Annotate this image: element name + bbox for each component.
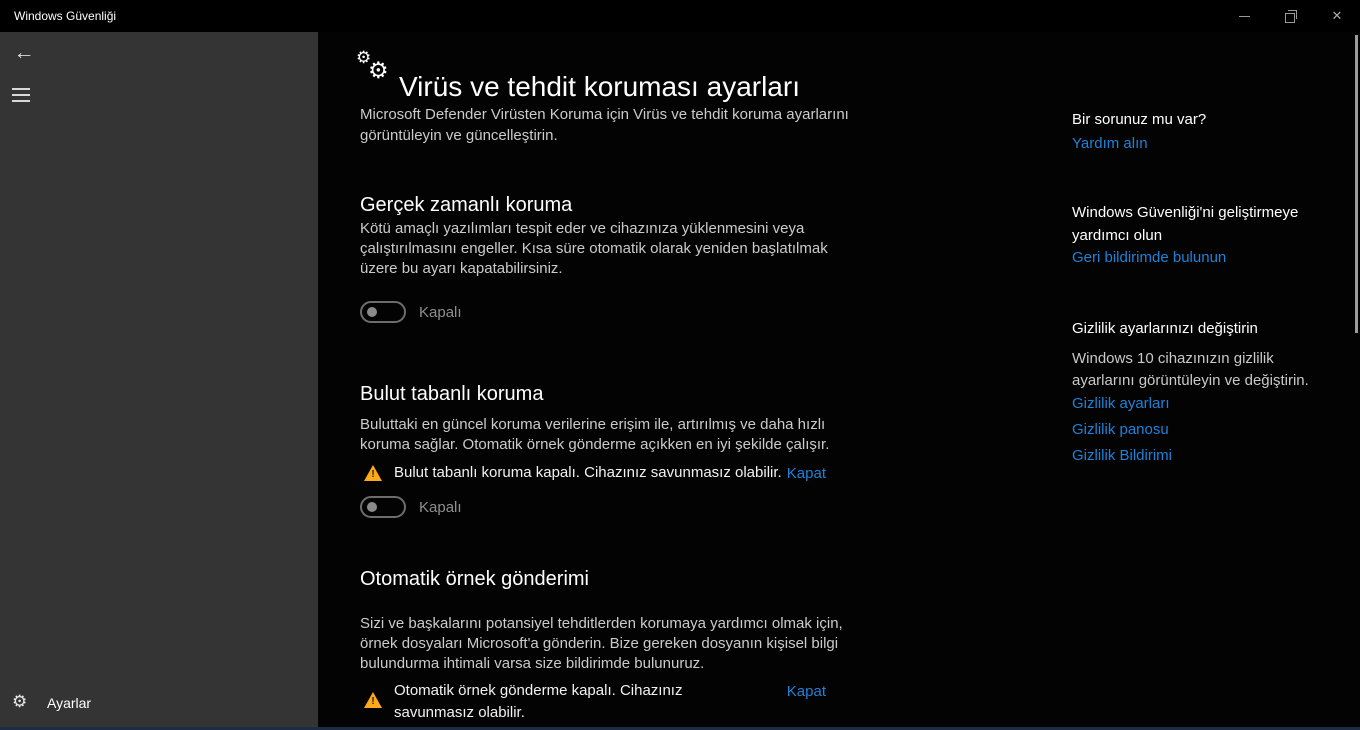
dismiss-warning-link[interactable]: Kapat (786, 464, 826, 482)
warning-text: Otomatik örnek gönderme kapalı. Cihazınız savunmasız olabilir. (394, 682, 683, 721)
realtime-protection-toggle[interactable] (360, 301, 406, 323)
window-controls (1222, 0, 1360, 32)
cloud-protection-warning (364, 462, 826, 484)
privacy-dashboard-link[interactable]: Gizlilik panosu (1072, 421, 1169, 438)
close-icon: ✕ (1331, 8, 1343, 23)
toggle-knob (367, 502, 377, 512)
titlebar (0, 0, 1360, 32)
window-title: Windows Güvenliği (14, 9, 117, 23)
sample-submission-warning (364, 680, 826, 724)
help-heading-question: Bir sorunuz mu var? (1072, 111, 1207, 128)
privacy-statement-link[interactable]: Gizlilik Bildirimi (1072, 447, 1172, 464)
dismiss-warning-link[interactable]: Kapat (786, 683, 826, 700)
settings-label: Ayarlar (47, 695, 92, 711)
minimize-icon (1239, 16, 1250, 17)
app-body (0, 32, 1360, 730)
help-heading-privacy: Gizlilik ayarlarınızı değiştirin (1072, 320, 1258, 337)
give-feedback-link[interactable]: Geri bildirimde bulunun (1072, 249, 1227, 266)
toggle-knob (367, 307, 377, 317)
left-sidebar (0, 32, 318, 730)
warning-icon: ! (364, 692, 382, 708)
toggle-state-label: Kapalı (419, 303, 462, 321)
toggle-state-label: Kapalı (419, 498, 462, 516)
warning-icon: ! (364, 465, 382, 481)
privacy-body-text: Windows 10 cihazınızın gizlilik ayarlarını görüntüleyin ve değiştirin. (1072, 350, 1309, 389)
realtime-protection-toggle-row (360, 301, 462, 323)
minimize-button[interactable] (1222, 0, 1268, 32)
section-body-sample-submission: Sizi ve başkalarını potansiyel tehditlerden korumaya yardımcı olmak için, örnek dosyaları Microsoft'a gönderin. Bize gereken dosyanın kişisel bilgi bulundurma ihtimali varsa size bildirimde bulunuruz. (360, 615, 843, 672)
help-heading-improve: Windows Güvenliği'ni geliştirmeye yardımcı olun (1072, 204, 1299, 244)
virus-settings-icon: ⚙ ⚙ (356, 48, 389, 84)
get-help-link[interactable]: Yardım alın (1072, 135, 1148, 152)
section-heading-sample-submission: Otomatik örnek gönderimi (360, 568, 589, 590)
restore-button[interactable] (1268, 0, 1314, 32)
cloud-protection-toggle[interactable] (360, 496, 406, 518)
page-subtitle: Microsoft Defender Virüsten Koruma için Virüs ve tehdit koruma ayarlarını görüntüleyin ve güncelleştirin. (360, 106, 849, 144)
section-heading-realtime-protection: Gerçek zamanlı koruma (360, 194, 573, 216)
sidebar-item-settings[interactable] (0, 688, 318, 720)
privacy-settings-link[interactable]: Gizlilik ayarları (1072, 395, 1170, 412)
gear-icon: ⚙ (12, 692, 28, 712)
section-body-cloud-protection: Buluttaki en güncel koruma verilerine erişim ile, artırılmış ve daha hızlı koruma sağlar. Otomatik örnek gönderme açıkken en iyi şekilde çalışır. (360, 416, 830, 453)
scrollbar-thumb[interactable] (1355, 35, 1358, 333)
close-button[interactable] (1314, 0, 1360, 32)
hamburger-menu-button[interactable] (12, 88, 32, 104)
cloud-protection-toggle-row (360, 496, 462, 518)
page-title: Virüs ve tehdit koruması ayarları (399, 70, 800, 102)
section-body-realtime-protection: Kötü amaçlı yazılımları tespit eder ve cihazınıza yüklenmesini veya çalıştırılmasını engeller. Kısa süre otomatik olarak yeniden başlatılmak üzere bu ayarı kapatabilirsiniz. (360, 220, 828, 277)
main-content (318, 32, 1360, 730)
section-heading-cloud-protection: Bulut tabanlı koruma (360, 383, 544, 405)
back-button[interactable]: ← (13, 41, 35, 64)
warning-text: Bulut tabanlı koruma kapalı. Cihazınız savunmasız olabilir. (394, 464, 782, 481)
